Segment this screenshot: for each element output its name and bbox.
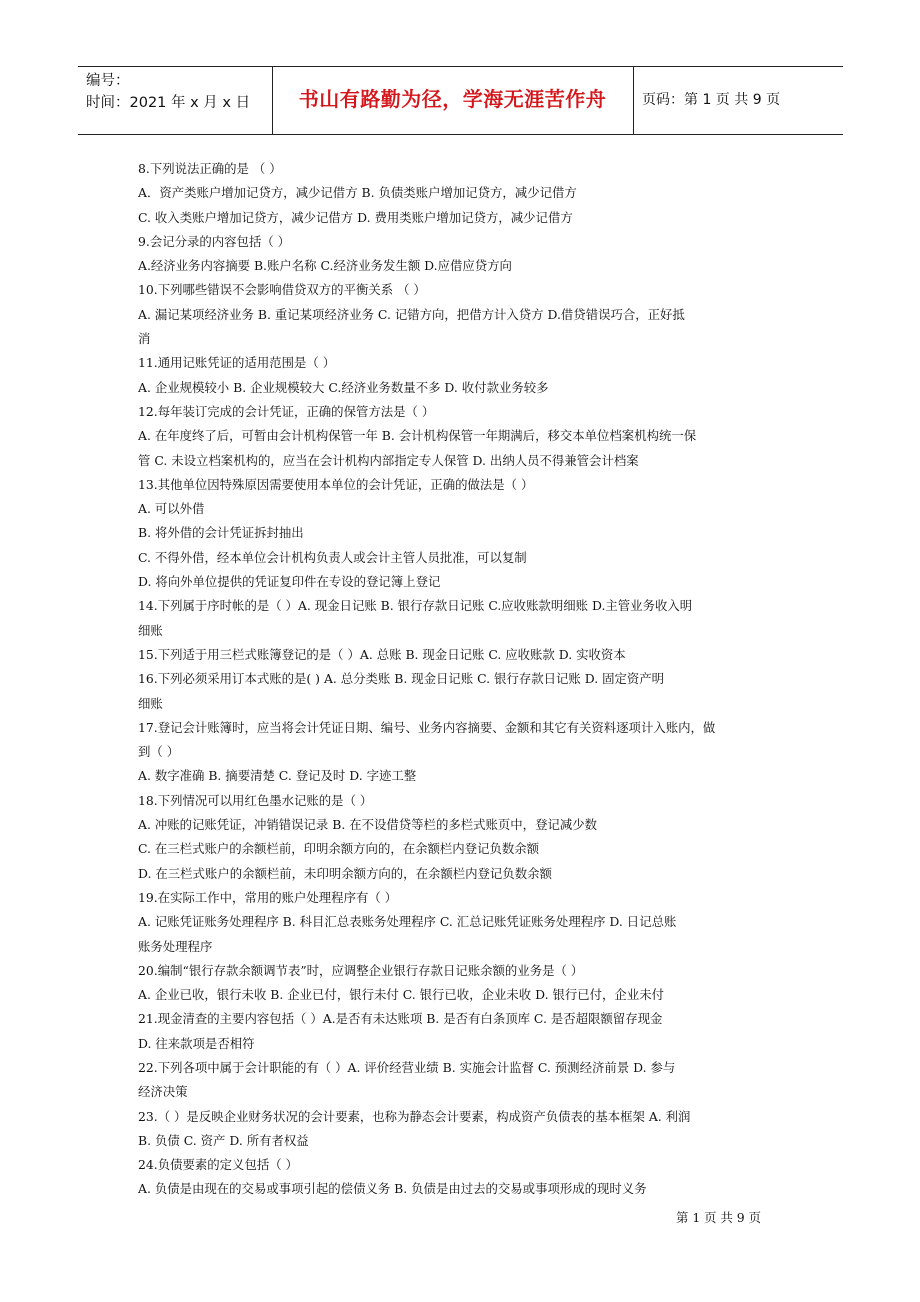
text-line: C. 在三栏式账户的余额栏前，印明余额方向的，在余额栏内登记负数余额: [138, 841, 540, 857]
text-line: A. 在年度终了后，可暂由会计机构保管一年 B. 会计机构保管一年期满后，移交本单位档案机构统一保: [138, 428, 697, 444]
text-line: B. 将外借的会计凭证拆封抽出: [138, 525, 304, 541]
text-line: 账务处理程序: [138, 938, 213, 954]
text-line: A. 可以外借: [138, 501, 205, 517]
text-line: C. 不得外借，经本单位会计机构负责人或会计主管人员批准，可以复制: [138, 549, 527, 565]
text-line: 管 C. 未设立档案机构的，应当在会计机构内部指定专人保管 D. 出纳人员不得兼管会计档案: [138, 452, 639, 468]
text-line: 10.下列哪些错误不会影响借贷双方的平衡关系 （ ）: [138, 282, 426, 298]
text-line: 到（ ）: [138, 744, 180, 760]
header-divider-right: [633, 66, 634, 134]
text-line: 12.每年装订完成的会计凭证，正确的保管方法是（ ）: [138, 403, 435, 419]
header-page-info: 页码：第 1 页 共 9 页: [642, 92, 781, 108]
text-line: 16.下列必须采用订本式账的是( ) A. 总分类账 B. 现金日记账 C. 银行存款日记账 D. 固定资产明: [138, 671, 665, 687]
text-line: 21.现金清查的主要内容包括（ ）A.是否有未达账项 B. 是否有白条顶库 C. 是否超限额留存现金: [138, 1011, 663, 1027]
text-line: A. 漏记某项经济业务 B. 重记某项经济业务 C. 记错方向，把借方计入贷方 D.借贷错误巧合，正好抵: [138, 306, 685, 322]
text-line: A.经济业务内容摘要 B.账户名称 C.经济业务发生额 D.应借应贷方向: [138, 258, 512, 274]
text-line: 20.编制“银行存款余额调节表”时，应调整企业银行存款日记账余额的业务是（ ）: [138, 962, 584, 978]
text-line: 13.其他单位因特殊原因需要使用本单位的会计凭证，正确的做法是（ ）: [138, 476, 534, 492]
text-line: D. 将向外单位提供的凭证复印件在专设的登记簿上登记: [138, 574, 441, 590]
time-label: 时间：2021 年 x 月 x 日: [86, 95, 251, 111]
text-line: 8.下列说法正确的是 （ ）: [138, 161, 282, 176]
text-line: B. 负债 C. 资产 D. 所有者权益: [138, 1132, 309, 1148]
text-line: 消: [138, 331, 151, 347]
text-line: D. 在三栏式账户的余额栏前，未印明余额方向的，在余额栏内登记负数余额: [138, 865, 552, 881]
text-line: A. 企业已收，银行未收 B. 企业已付，银行未付 C. 银行已收，企业未收 D. 银行已付，企业未付: [138, 987, 664, 1003]
text-line: 19.在实际工作中，常用的账户处理程序有（ ）: [138, 889, 398, 905]
text-line: 23.（ ）是反映企业财务状况的会计要素，也称为静态会计要素，构成资产负债表的基本框架 A. 利润: [138, 1108, 691, 1124]
question-body: [138, 157, 786, 1202]
text-line: A. 冲账的记账凭证，冲销错误记录 B. 在不设借贷等栏的多栏式账页中，登记减少数: [138, 817, 598, 833]
header-top-rule: [78, 66, 843, 67]
text-line: A. 记账凭证账务处理程序 B. 科目汇总表账务处理程序 C. 汇总记账凭证账务处理程序 D. 日记总账: [138, 914, 677, 930]
page-footer: 第 1 页 共 9 页: [676, 1210, 762, 1225]
header-bottom-rule: [78, 134, 843, 135]
text-line: D. 往来款项是否相符: [138, 1035, 255, 1051]
text-line: 18.下列情况可以用红色墨水记账的是（ ）: [138, 792, 373, 808]
text-line: 细账: [138, 695, 163, 711]
text-line: A. 数字准确 B. 摘要清楚 C. 登记及时 D. 字迹工整: [138, 768, 417, 784]
text-line: A. 企业规模较小 B. 企业规模较大 C.经济业务数量不多 D. 收付款业务较多: [138, 379, 549, 395]
text-line: C. 收入类账户增加记贷方，减少记借方 D. 费用类账户增加记贷方，减少记借方: [138, 209, 573, 225]
text-line: 24.负债要素的定义包括（ ）: [138, 1157, 298, 1173]
text-line: 15.下列适于用三栏式账簿登记的是（ ）A. 总账 B. 现金日记账 C. 应收账款 D. 实收资本: [138, 646, 626, 662]
text-line: 细账: [138, 622, 163, 638]
text-line: 22.下列各项中属于会计职能的有（ ）A. 评价经营业绩 B. 实施会计监督 C. 预测经济前景 D. 参与: [138, 1059, 676, 1075]
text-line: A. 负债是由现在的交易或事项引起的偿债义务 B. 负债是由过去的交易或事项形成的现时义务: [138, 1181, 647, 1197]
text-line: 11.通用记账凭证的适用范围是（ ）: [138, 355, 336, 371]
text-line: 14.下列属于序时帐的是（ ）A. 现金日记账 B. 银行存款日记账 C.应收账款明细账 D.主管业务收入明: [138, 598, 693, 614]
header-motto: 书山有路勤为径，学海无涯苦作舟: [298, 87, 607, 111]
serial-label: 编号：: [86, 73, 130, 89]
text-line: 9.会记分录的内容包括（ ）: [138, 233, 291, 249]
text-line: 经济决策: [138, 1084, 188, 1100]
header-meta: [86, 70, 250, 114]
text-line: A．资产类账户增加记贷方，减少记借方 B. 负债类账户增加记贷方，减少记借方: [138, 185, 577, 201]
text-line: 17.登记会计账簿时，应当将会计凭证日期、编号、业务内容摘要、金额和其它有关资料逐项计入账内，做: [138, 719, 716, 735]
